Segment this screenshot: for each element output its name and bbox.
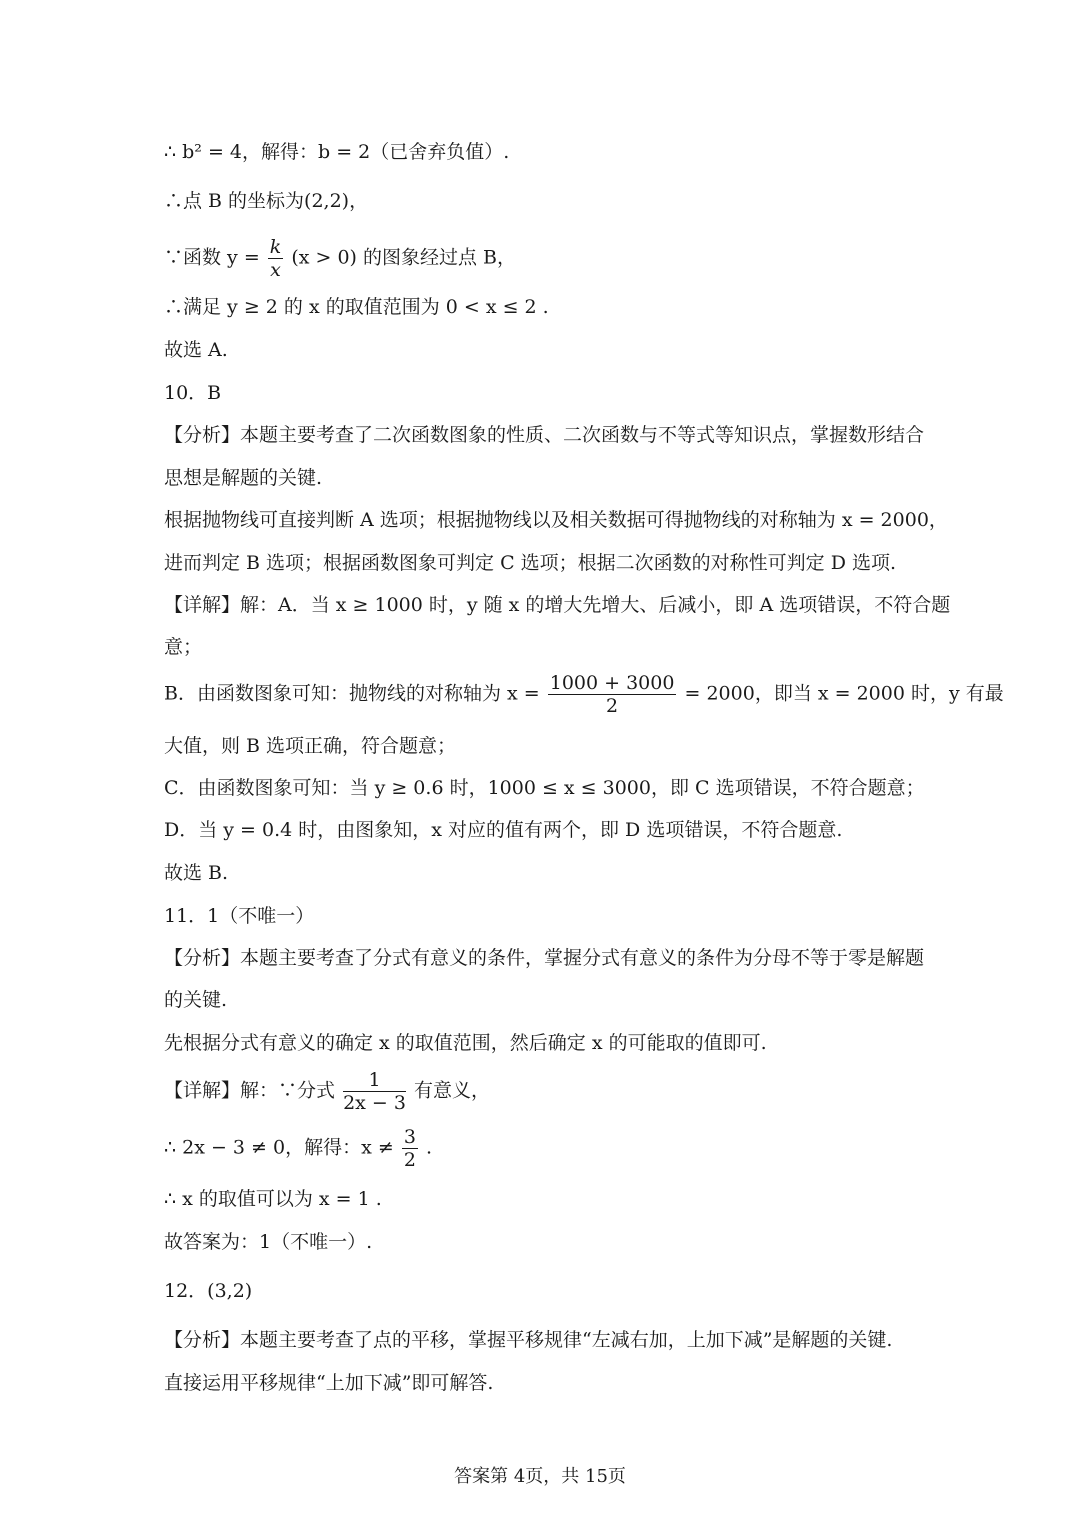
text-segment: 有意义，	[414, 1079, 491, 1102]
text-line: 直接运用平移规律“上加下减”即可解答.	[164, 1372, 494, 1394]
text-line: 故选 B.	[164, 862, 229, 884]
text-segment: ∵函数 y =	[164, 246, 260, 269]
text-segment: B．由函数图象可知：抛物线的对称轴为 x =	[164, 682, 540, 705]
fraction-denominator: 2	[606, 695, 619, 717]
text-line-with-fraction	[164, 236, 516, 281]
text-line-with-fraction	[164, 1126, 432, 1171]
fraction-numerator: 3	[403, 1126, 416, 1148]
fraction	[402, 1126, 418, 1171]
text-line: 先根据分式有意义的确定 x 的取值范围，然后确定 x 的可能取的值即可.	[164, 1032, 767, 1054]
fraction	[548, 672, 677, 717]
question-number: 11．1（不唯一）	[164, 905, 315, 927]
text-line: 故选 A.	[164, 339, 228, 361]
text-line: 【详解】解：A．当 x ≥ 1000 时，y 随 x 的增大先增大、后减小，即 A 选项错误，不符合题	[164, 594, 951, 616]
text-segment: 【详解】解：∵分式	[164, 1079, 336, 1102]
text-segment: (x > 0) 的图象经过点 B，	[291, 246, 517, 269]
text-line: 【分析】本题主要考查了分式有意义的条件，掌握分式有意义的条件为分母不等于零是解题	[164, 947, 925, 969]
text-line-with-fraction	[164, 672, 1004, 717]
text-line: D．当 y = 0.4 时，由图象知，x 对应的值有两个，即 D 选项错误，不符合题意.	[164, 819, 843, 841]
text-line: 大值，则 B 选项正确，符合题意；	[164, 735, 457, 757]
fraction-denominator: x	[270, 259, 281, 281]
fraction-numerator: 1000 + 3000	[549, 672, 675, 694]
text-line: 【分析】本题主要考查了点的平移，掌握平移规律“左减右加，上加下减”是解题的关键.	[164, 1329, 893, 1351]
fraction-numerator: k	[269, 236, 282, 258]
text-line-with-fraction	[164, 1069, 490, 1114]
text-line: 进而判定 B 选项；根据函数图象可判定 C 选项；根据二次函数的对称性可判定 D 选项.	[164, 552, 897, 574]
fraction-denominator: 2x − 3	[343, 1092, 406, 1114]
text-line: ∴ b² = 4，解得：b = 2（已舍弃负值）.	[164, 141, 510, 163]
text-line: 根据抛物线可直接判断 A 选项；根据抛物线以及相关数据可得抛物线的对称轴为 x = 2000，	[164, 509, 948, 531]
text-segment: = 2000，即当 x = 2000 时，y 有最	[684, 682, 1004, 705]
text-line: 故答案为：1（不唯一）.	[164, 1231, 373, 1253]
fraction	[268, 236, 284, 281]
page-footer: 答案第 4页，共 15页	[454, 1466, 626, 1487]
text-line: ∴点 B 的坐标为(2,2)，	[164, 190, 369, 212]
question-number: 12．(3,2)	[164, 1280, 253, 1302]
text-line: C．由函数图象可知：当 y ≥ 0.6 时，1000 ≤ x ≤ 3000，即 C 选项错误，不符合题意；	[164, 777, 925, 799]
text-line: 思想是解题的关键.	[164, 467, 323, 489]
fraction-numerator: 1	[343, 1069, 406, 1092]
fraction-denominator: 2	[403, 1149, 416, 1171]
text-line: 意；	[164, 636, 203, 658]
question-number: 10．B	[164, 382, 222, 404]
text-segment: ∴ 2x − 3 ≠ 0，解得：x ≠	[164, 1136, 394, 1159]
text-line: ∴ x 的取值可以为 x = 1 .	[164, 1188, 382, 1210]
text-segment: .	[425, 1136, 433, 1159]
fraction	[343, 1069, 406, 1114]
text-line: 的关键.	[164, 989, 228, 1011]
text-line: ∴满足 y ≥ 2 的 x 的取值范围为 0 < x ≤ 2 .	[164, 296, 549, 318]
text-line: 【分析】本题主要考查了二次函数图象的性质、二次函数与不等式等知识点，掌握数形结合	[164, 424, 925, 446]
